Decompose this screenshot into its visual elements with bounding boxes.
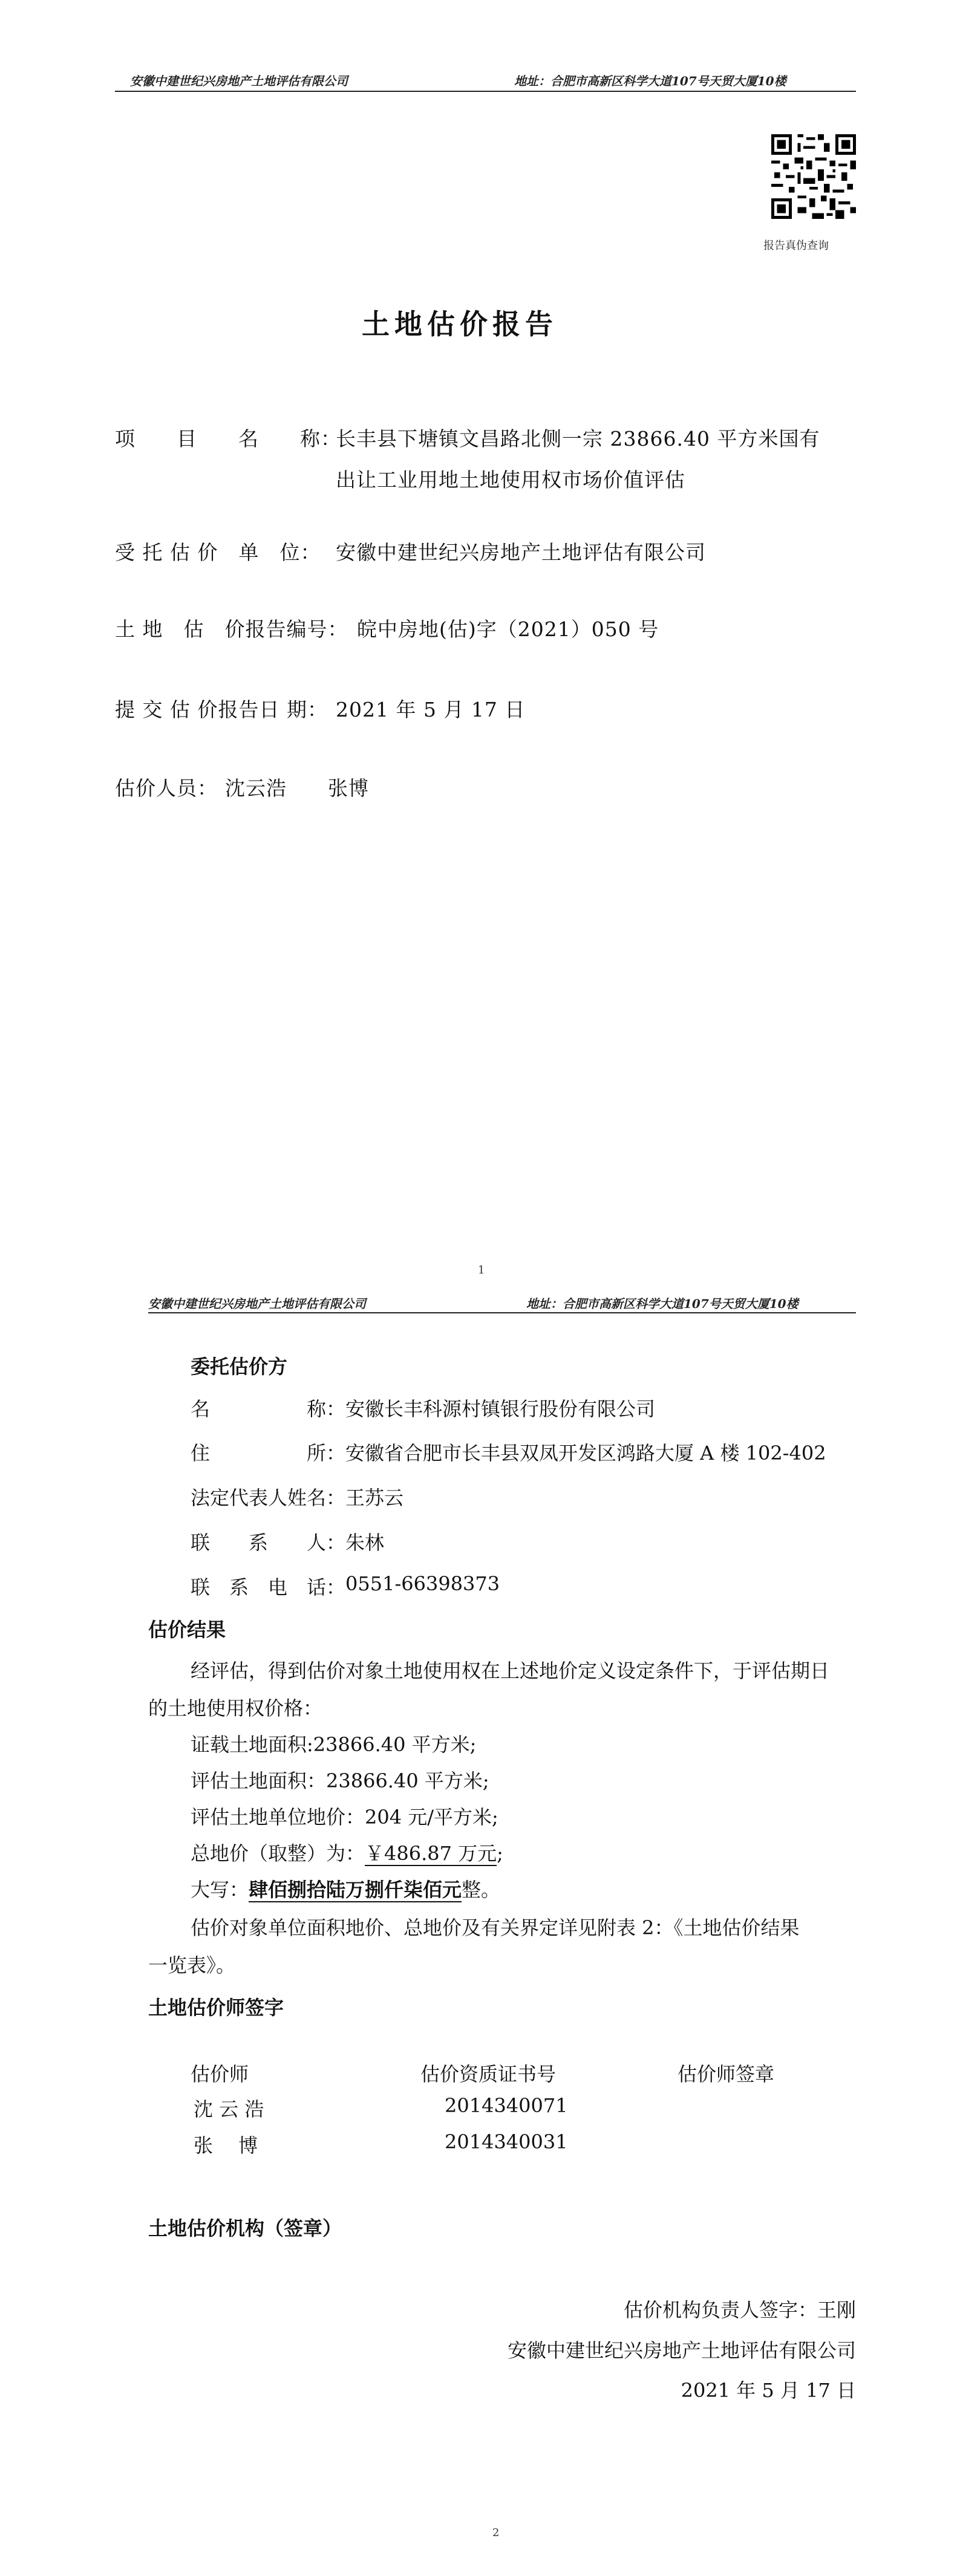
client-name-value: 安徽长丰科源村镇银行股份有限公司 bbox=[345, 1397, 656, 1420]
submit-date-label: 提 交 估 价报告日 期： bbox=[115, 698, 328, 721]
page-number-1: 1 bbox=[478, 1264, 485, 1277]
total-price-suffix: ; bbox=[497, 1842, 503, 1865]
report-number-value: 皖中房地(估)字（2021）050 号 bbox=[357, 617, 659, 641]
qr-code-icon[interactable] bbox=[771, 134, 856, 219]
header-address-2: 地址：合肥市高新区科学大道107号天贸大厦10楼 bbox=[526, 1296, 798, 1311]
result-paragraph-line1: 经评估，得到估价对象土地使用权在上述地价定义设定条件下，于评估期日 bbox=[191, 1659, 830, 1682]
table-header-certificate: 估价资质证书号 bbox=[420, 2063, 557, 2086]
legal-rep-value: 王苏云 bbox=[345, 1486, 404, 1509]
client-address-value: 安徽省合肥市长丰县双凤开发区鸿路大厦 A 楼 102-402 bbox=[345, 1442, 826, 1465]
org-section-heading: 土地估价机构（签章） bbox=[148, 2217, 342, 2240]
org-name: 安徽中建世纪兴房地产土地评估有限公司 bbox=[507, 2339, 856, 2362]
appraisers-value: 沈云浩 张博 bbox=[225, 776, 369, 800]
result-section-heading: 估价结果 bbox=[148, 1618, 226, 1641]
qr-caption: 报告真伪查询 bbox=[763, 239, 829, 252]
detail-line1: 估价对象单位面积地价、总地价及有关界定详见附表 2：《土地估价结果 bbox=[191, 1916, 800, 1939]
table-header-appraiser: 估价师 bbox=[191, 2063, 249, 2086]
total-price-label: 总地价（取整）为： bbox=[191, 1842, 365, 1865]
org-head-signature: 估价机构负责人签字：王刚 bbox=[623, 2298, 856, 2321]
client-address-label: 住 所： bbox=[191, 1442, 346, 1465]
contact-value: 朱林 bbox=[345, 1531, 385, 1554]
project-value-line2: 出让工业用地土地使用权市场价值评估 bbox=[336, 468, 685, 492]
header-divider bbox=[115, 91, 856, 92]
phone-label: 联 系 电 话： bbox=[191, 1576, 346, 1599]
report-title: 土地估价报告 bbox=[362, 308, 558, 340]
uppercase-suffix: 整。 bbox=[462, 1878, 501, 1901]
appraiser-name: 张 博 bbox=[194, 2134, 258, 2157]
org-date: 2021 年 5 月 17 日 bbox=[681, 2379, 856, 2402]
appraiser-cert: 2014340031 bbox=[445, 2130, 568, 2153]
page-number-2: 2 bbox=[492, 2526, 500, 2539]
client-value: 安徽中建世纪兴房地产土地评估有限公司 bbox=[336, 541, 706, 564]
project-value-line1: 长丰县下塘镇文昌路北侧一宗 23866.40 平方米国有 bbox=[336, 427, 820, 450]
header-company-2: 安徽中建世纪兴房地产土地评估有限公司 bbox=[148, 1296, 366, 1311]
result-paragraph-line2: 的土地使用权价格： bbox=[148, 1697, 323, 1720]
uppercase-label: 大写： bbox=[191, 1878, 249, 1901]
total-price-value: ￥486.87 万元 bbox=[365, 1842, 497, 1865]
header-divider-2 bbox=[148, 1312, 856, 1313]
header-address: 地址：合肥市高新区科学大道107号天贸大厦10楼 bbox=[514, 74, 786, 88]
table-header-seal: 估价师签章 bbox=[678, 2063, 775, 2086]
contact-label: 联 系 人： bbox=[191, 1531, 346, 1554]
uppercase-value: 肆佰捌拾陆万捌仟柒佰元 bbox=[249, 1878, 462, 1901]
total-price-line bbox=[191, 1838, 503, 1866]
certified-area: 证载土地面积:23866.40 平方米; bbox=[191, 1733, 477, 1756]
unit-price: 评估土地单位地价：204 元/平方米; bbox=[191, 1806, 498, 1829]
legal-rep-label: 法定代表人姓名： bbox=[191, 1486, 346, 1509]
client-section-heading: 委托估价方 bbox=[191, 1355, 288, 1378]
detail-line2: 一览表》。 bbox=[148, 1954, 236, 1977]
uppercase-price-line bbox=[191, 1875, 500, 1902]
client-label: 受 托 估 价 单 位： bbox=[115, 541, 321, 564]
signature-section-heading: 土地估价师签字 bbox=[148, 1996, 284, 2019]
header-company: 安徽中建世纪兴房地产土地评估有限公司 bbox=[130, 74, 348, 88]
submit-date-value: 2021 年 5 月 17 日 bbox=[336, 698, 526, 721]
project-label: 项 目 名 称： bbox=[115, 427, 341, 450]
client-name-label: 名 称： bbox=[191, 1397, 346, 1420]
report-number-label: 土 地 估 价报告编号： bbox=[115, 617, 348, 641]
phone-value: 0551-66398373 bbox=[345, 1572, 500, 1595]
appraisers-label: 估价人员： bbox=[115, 776, 218, 800]
appraiser-name: 沈 云 浩 bbox=[194, 2098, 264, 2121]
evaluated-area: 评估土地面积：23866.40 平方米; bbox=[191, 1769, 489, 1792]
appraiser-cert: 2014340071 bbox=[445, 2094, 568, 2117]
